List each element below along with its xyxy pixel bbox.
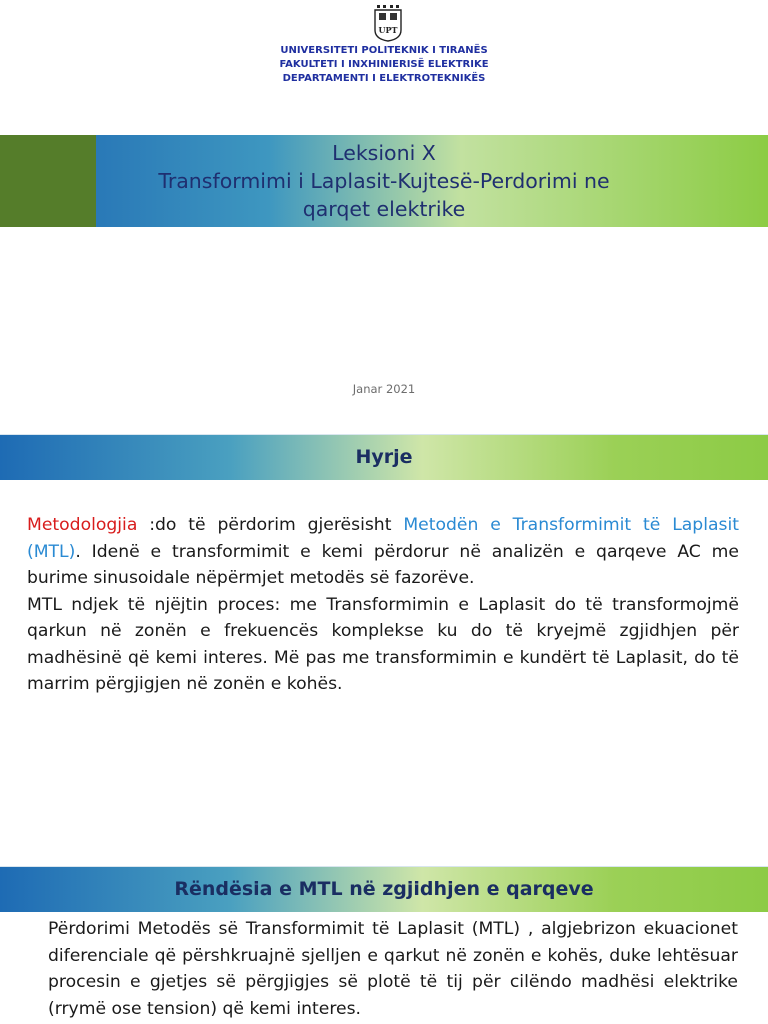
intro-paragraph: [27, 512, 739, 698]
intro-text-2: . Idenë e transformimit e kemi përdorur në analizën e qarqeve AC me burime sinusoidale nëpërmjet metodës së fazorëve.: [27, 541, 739, 588]
title-line-3: qarqet elektrike: [302, 197, 466, 221]
section-heading-importance: [0, 878, 768, 900]
methodology-label: Metodologjia: [27, 515, 138, 535]
heading-mtl: MTL: [298, 878, 343, 900]
department-name: DEPARTAMENTI I ELEKTROTEKNIKËS: [282, 73, 486, 84]
title-accent-block: [0, 135, 96, 227]
section-heading-intro: Hyrje: [355, 446, 413, 468]
intro-text-1: :do të përdorim gjerësisht: [137, 515, 404, 535]
title-line-1: Leksioni X: [332, 141, 436, 165]
university-name: UNIVERSITETI POLITEKNIK I TIRANËS: [280, 45, 488, 56]
importance-paragraph: Përdorimi Metodës së Transformimit të Laplasit (MTL) , algjebrizon ekuacionet diferenciale që përshkruajnë sjelljen e qarkut në zonën e kohës, duke lehtësuar procesin e gjetjes së përgjigjes së plotë të tij për cilëndo madhësi elektrike (rrymë ose tension) që kemi interes.: [48, 919, 738, 1019]
mtl-highlight: Metodën e Transformimit të Laplasit (MTL): [27, 515, 739, 562]
svg-text:UPT: UPT: [378, 25, 398, 35]
intro-text-3: MTL ndjek të njëjtin proces: me Transformimin e Laplasit do të transformojmë qarkun në zonën e frekuencës komplekse ku do të kryejmë zgjidhjen për madhësinë që kemi interes. Më pas me transformimin e kundërt të Laplasit, do të marrim përgjigjen në zonën e kohës.: [27, 594, 739, 694]
title-line-2: Transformimi i Laplasit-Kujtesë-Perdorimi ne: [158, 169, 610, 193]
upt-logo: [373, 4, 403, 42]
heading-pre: Rëndësia e: [174, 878, 299, 900]
lecture-title: [96, 135, 672, 227]
heading-post: në zgjidhjen e qarqeve: [342, 878, 594, 900]
lecture-date: Janar 2021: [352, 382, 416, 396]
faculty-name: FAKULTETI I INXHINIERISË ELEKTRIKE: [279, 59, 489, 70]
